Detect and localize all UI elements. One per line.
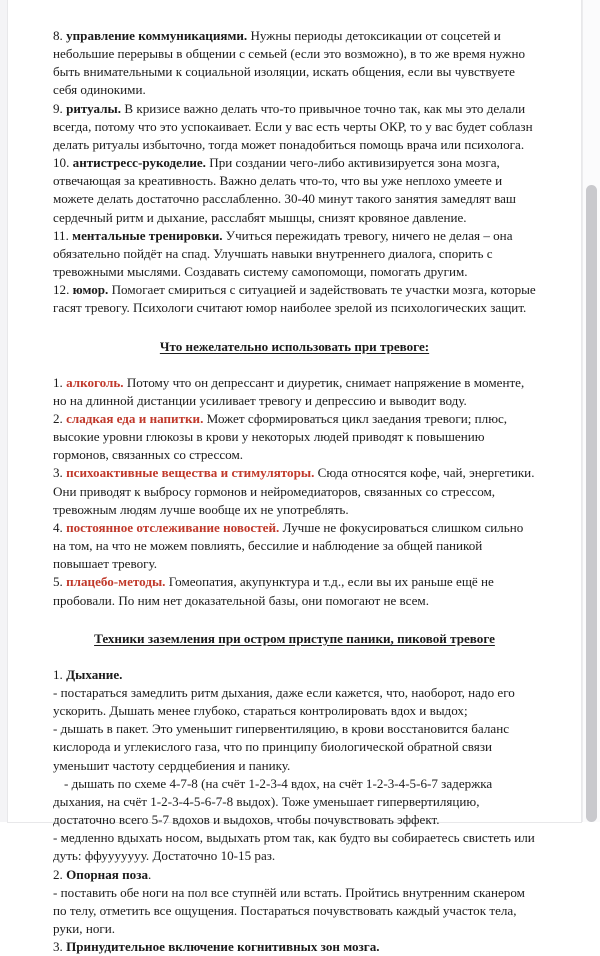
item-number: 2.: [53, 410, 67, 426]
section-heading-grounding: [53, 630, 536, 648]
list-item: [53, 374, 536, 410]
list-item: [53, 938, 536, 956]
list-item: [53, 519, 536, 573]
document-page: [8, 0, 581, 955]
spacer: [53, 356, 536, 374]
item-body: Гомеопатия, акупунктура и т.д., если вы их раньше ещё не пробовали. По ним нет доказательной базы, они помогают не всем.: [53, 574, 494, 608]
vertical-scrollbar-thumb[interactable]: [586, 185, 597, 822]
item-number: 9.: [53, 100, 67, 116]
list-item: [53, 884, 536, 938]
item-term-highlight: постоянное отслеживание новостей.: [66, 519, 280, 535]
item-body: Сюда относятся кофе, чай, энергетики. Они приводят к выбросу гормонов и нейромедиаторов, связанных со стрессом, тревожным людям лучше вообще их не употреблять.: [53, 465, 535, 517]
item-term: юмор.: [72, 282, 109, 298]
item-body: Может сформироваться цикл заедания тревоги; плюс, высокие уровни глюкозы в крови у некоторых людей приводят к повышению гормонов, связанных со стрессом.: [53, 410, 508, 463]
list-item: [53, 100, 536, 154]
item-body: Потому что он депрессант и диуретик, снимает напряжение в моменте, но на длинной дистанции усиливает тревогу и депрессию и выводит воду.: [53, 374, 525, 408]
item-body: Лучше не фокусироваться слишком сильно на том, на что не можем повлиять, бессилие и наблюдение за общей паникой повышает тревогу.: [53, 519, 524, 572]
item-term-highlight: алкоголь.: [66, 374, 124, 390]
list-item: [53, 27, 536, 100]
spacer: [53, 610, 536, 630]
item-body: Нужны периоды детоксикации от соцсетей и небольшие перерывы в общении с семьей (если это возможно), в то же время нужно быть внимательными к социальной изоляции, искать общения, если вы чувствуете себя одинокими.: [53, 28, 526, 98]
item-number: 10.: [53, 155, 73, 171]
bullet-text: - постараться замедлить ритм дыхания, даже если кажется, что, наоборот, надо его ускорить. Дышать менее глубоко, стараться контролировать вдох и выдох;: [53, 685, 515, 719]
item-number: 1.: [53, 374, 67, 390]
item-term-suffix: .: [148, 866, 152, 882]
item-number: 1.: [53, 666, 67, 682]
item-term: Принудительное включение когнитивных зон мозга.: [66, 939, 380, 955]
list-item: [53, 775, 536, 829]
list-item: [53, 573, 536, 609]
item-body: Учиться пережидать тревогу, ничего не делая – она обязательно пойдёт на спад. Улучшать навыки внутреннего диалога, спорить с тревожными мыслями. Создавать систему самопомощи, помогать другим.: [53, 227, 513, 280]
item-term-highlight: психоактивные вещества и стимуляторы.: [66, 465, 315, 481]
item-number: 2.: [53, 866, 67, 882]
item-term: ментальные тренировки.: [72, 227, 223, 243]
item-number: 3.: [53, 939, 67, 955]
list-item: [53, 829, 536, 865]
item-term: Дыхание.: [66, 666, 123, 682]
item-term: антистресс-рукоделие.: [72, 155, 206, 171]
page-text-content: [53, 27, 536, 956]
item-number: 5.: [53, 574, 67, 590]
spacer: [53, 318, 536, 338]
item-number: 4.: [53, 519, 67, 535]
item-body: При создании чего-либо активизируется зона мозга, отвечающая за креативность. Важно делать что-то, что вы уже неплохо умеете и можете делать достаточно расслабленно. 30-40 минут такого занятия замедлят ваш сердечный ритм и дыхание, расслабят мышцы, снизят кровяное давление.: [53, 155, 516, 225]
list-item: [53, 866, 536, 884]
viewer-left-gutter: [0, 0, 8, 822]
list-item: [53, 154, 536, 227]
list-item: [53, 666, 536, 684]
list-item: [53, 281, 536, 317]
item-term-highlight: сладкая еда и напитки.: [66, 410, 204, 426]
spacer: [53, 648, 536, 666]
item-number: 11.: [53, 227, 73, 243]
list-item: [53, 684, 536, 720]
section-heading-avoid: [53, 338, 536, 356]
list-item: [53, 720, 536, 774]
item-body: В кризисе важно делать что-то привычное точно так, как мы это делали всегда, потому что это успокаивает. Если у вас есть черты ОКР, то у вас будет соблазн делать ритуалы избыточно, тогда может понадобиться помощь врача или психолога.: [53, 100, 533, 152]
item-body: Помогает смириться с ситуацией и задействовать те участки мозга, которые гасят тревогу. Психологи считают юмор наиболее зрелой из психологических защит.: [53, 282, 536, 316]
list-item: [53, 227, 536, 281]
heading-text: Что нежелательно использовать при тревоге:: [159, 338, 430, 354]
bullet-text: - медленно вдыхать носом, выдыхать ртом так, как будто вы собираетесь свистеть или дуть: ффууууууу. Достаточно 10-15 раз.: [53, 830, 535, 864]
vertical-scrollbar-track[interactable]: [582, 0, 600, 822]
list-item: [53, 464, 536, 518]
item-number: 12.: [53, 282, 73, 298]
item-number: 3.: [53, 465, 67, 481]
bullet-text: - дышать по схеме 4-7-8 (на счёт 1-2-3-4 вдох, на счёт 1-2-3-4-5-6-7 задержка дыхания, на счёт 1-2-3-4-5-6-7-8 выдох). Тоже уменьшает гипервертиляцию, достаточно всего 5-7 вдохов и выдохов, чтобы почувствовать эффект.: [53, 775, 493, 828]
item-term: управление коммуникациями.: [66, 28, 248, 43]
item-number: 8.: [53, 28, 67, 43]
item-term: ритуалы.: [66, 100, 122, 116]
heading-text: Техники заземления при остром приступе паники, пиковой тревоге: [94, 630, 495, 646]
item-term-highlight: плацебо-методы.: [66, 574, 166, 590]
list-item: [53, 410, 536, 464]
bullet-text: - поставить обе ноги на пол все ступнёй или встать. Пройтись внутренним сканером по телу, отметить все ощущения. Постараться почувствовать каждый участок тела, руки, ноги.: [53, 884, 525, 937]
bullet-text: - дышать в пакет. Это уменьшит гипервентиляцию, в крови восстановится баланс кислорода и углекислого газа, что по принципу биологической обратной связи уменьшит частоту сердцебиения и панику.: [53, 721, 510, 773]
item-term: Опорная поза: [66, 866, 149, 882]
